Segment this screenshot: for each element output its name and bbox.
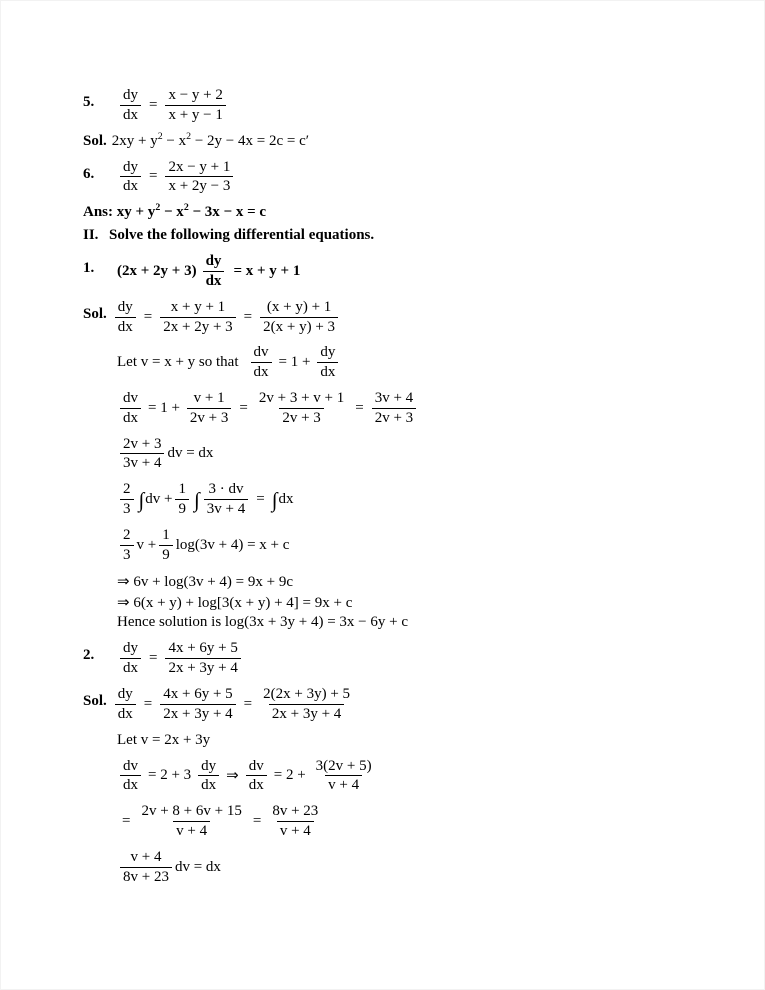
sol-label: Sol. — [83, 132, 107, 149]
equation-5 — [117, 87, 229, 124]
problem-2-substitution: Let v = 2x + 3y — [117, 731, 211, 748]
answer-6-text: Ans: xy + $y^2 - x^2 - 3x - x = c$ — [83, 202, 267, 221]
problem-2-solution-line-1: Sol. $\frac{dy}{dx}$ = $\frac{4x + 6y + 5}{2x + 3y + 4}$ = $\frac{2(2x + 3y) + 5}{2x + 3y + 4}$ — [83, 685, 351, 722]
equals-sign: = — [149, 168, 158, 185]
problem-2-statement: $\frac{dy}{dx}$ = $\frac{4x + 6y + 5}{2x + 3y + 4}$ — [117, 640, 244, 677]
integral-icon: ∫ — [193, 488, 200, 513]
implies-icon: ⇒ — [226, 768, 239, 785]
item-number: 6. — [83, 165, 95, 182]
problem-1-conclusion: Hence solution is log(3x + 3y + 4) = 3x − 6y + c — [117, 614, 409, 631]
solution-5 — [83, 130, 683, 150]
solution-5-expression: $2xy + y^2 - x^2 - 2y - 4x = 2c = c'$ — [111, 130, 310, 149]
problem-1-line-6: ⇒ 6v + log(3v + 4) = 9x + 9c — [117, 574, 293, 591]
problem-2-line-3: = $\frac{2v + 8 + 6v + 15}{v + 4}$ = $\frac{8v + 23}{v + 4}$ — [122, 803, 319, 839]
sol-label: Sol. — [83, 305, 107, 322]
problem-1-solution-line-1: Sol. $\frac{dy}{dx}$ = $\frac{x + y + 1}{2x + 2y + 3}$ = $\frac{(x + y) + 1}{2(x + y) + 3}$ — [83, 299, 683, 336]
fraction-rhs: $\frac{2x - y + 1}{x + 2y - 3}$ — [165, 159, 233, 196]
answer-6 — [83, 204, 683, 221]
integral-icon: ∫ — [271, 488, 278, 513]
equation-6 — [117, 159, 236, 196]
problem-2-line-4: $\frac{v + 4}{8v + 23}$ dv = dx — [83, 849, 683, 886]
problem-item-5 — [83, 87, 683, 124]
fraction-dy-dx: $\frac{dy}{dx}$ — [120, 159, 141, 196]
fraction-dy-dx: $\frac{dy}{dx}$ — [203, 253, 225, 290]
sol-label: Sol. — [83, 692, 107, 709]
problem-item-6 — [83, 159, 683, 196]
problem-1-line-4: $\frac{2}{3}$ ∫ dv + $\frac{1}{9}$ ∫ $\frac{3 \cdot dv}{3v + 4}$ = ∫ dx — [83, 481, 683, 518]
fraction-dy-dx: $\frac{dy}{dx}$ — [120, 87, 141, 124]
document-content — [83, 87, 683, 894]
problem-1 — [83, 253, 683, 290]
problem-1-line-5: $\frac{2}{3}$ v + $\frac{1}{9}$ log(3v + 4) = x + c — [83, 527, 683, 564]
section-heading-II — [83, 227, 683, 244]
integral-icon: ∫ — [138, 488, 145, 513]
fraction-rhs: $\frac{x - y + 2}{x + y - 1}$ — [165, 87, 225, 124]
problem-1-line-3: $\frac{2v + 3}{3v + 4}$ dv = dx — [83, 436, 683, 473]
problem-1-line-2: $\frac{dv}{dx}$ = 1 + $\frac{v + 1}{2v + 3}$ = $\frac{2v + 3 + v + 1}{2v + 3}$ = $\frac{3v + 4}{2v + 3}$ — [83, 390, 683, 427]
problem-1-statement: (2x + 2y + 3) $\frac{dy}{dx}$ = x + y + 1 — [117, 253, 301, 289]
problem-2 — [83, 640, 683, 677]
problem-1-line-7: ⇒ 6(x + y) + log[3(x + y) + 4] = 9x + c — [117, 595, 353, 612]
problem-2-line-2: $\frac{dv}{dx}$ = 2 + 3 $\frac{dy}{dx}$ ⇒ $\frac{dv}{dx}$ = 2 + $\frac{3(2v + 5)}{v + 4}$ — [83, 758, 683, 795]
equals-sign: = — [149, 96, 158, 113]
item-number: 5. — [83, 94, 95, 110]
problem-1-substitution: Let v = x + y so that $\frac{dv}{dx}$ = 1 + $\frac{dy}{dx}$ — [83, 344, 683, 381]
item-number: 2. — [83, 647, 95, 664]
item-number: 1. — [83, 260, 95, 277]
section-roman: II. Solve the following differential equations. — [83, 227, 375, 244]
